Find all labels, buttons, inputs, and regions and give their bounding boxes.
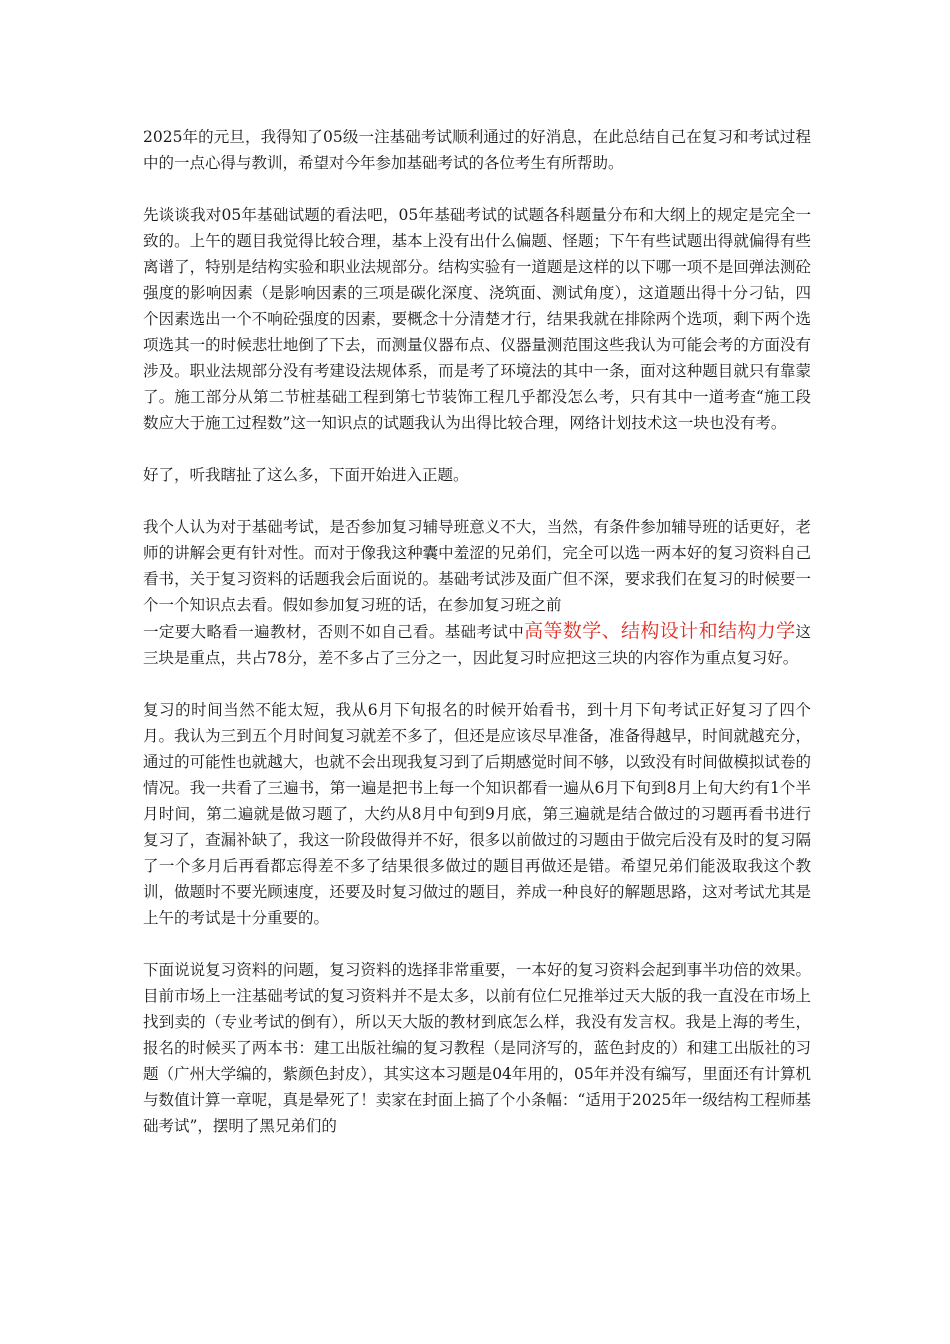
paragraph-materials: 下面说说复习资料的问题，复习资料的选择非常重要，一本好的复习资料会起到事半功倍的效果。目前市场上一注基础考试的复习资料并不是太多，以前有位仁兄推举过天大版的我一直没在市场上找到卖的（专业考试的倒有），所以天大版的教材到底怎么样，我没有发言权。我是上海的考生，报名的时候买了两本书：建工出版社编的复习教程（是同济写的，蓝色封皮的）和建工出版社的习题（广州大学编的，紫颜色封皮），其实这本习题是04年用的，05年并没有编写，里面还有计算机与数值计算一章呢，真是晕死了！卖家在封面上搞了个小条幅：“适用于2025年一级结构工程师基础考试”，摆明了黑兄弟们的: [143, 961, 811, 1135]
highlighted-subjects: 高等数学、结构设计和结构力学: [524, 620, 796, 642]
paragraph-review-class-emphasis: [143, 618, 811, 671]
paragraph-study-time: 复习的时间当然不能太短，我从6月下旬报名的时候开始看书，到十月下旬考试正好复习了四个月。我认为三到五个月时间复习就差不多了，但还是应该尽早准备，准备得越早，时间就越充分，通过的可能性也就越大，也就不会出现我复习到了后期感觉时间不够，以致没有时间做模拟试卷的情况。我一共看了三遍书，第一遍是把书上每一个知识都看一遍从6月下旬到8月上旬大约有1个半月时间，第二遍就是做习题了，大约从8月中旬到9月底，第三遍就是结合做过的习题再看书进行复习了，查漏补缺了，我这一阶段做得并不好，很多以前做过的习题由于做完后没有及时的复习隔了一个多月后再看都忘得差不多了结果很多做过的题目再做还是错。希望兄弟们能汲取我这个教训，做题时不要光顾速度，还要及时复习做过的题目，养成一种良好的解题思路，这对考试尤其是上午的考试是十分重要的。: [143, 701, 811, 927]
paragraph-review-class-text: 我个人认为对于基础考试，是否参加复习辅导班意义不大，当然，有条件参加辅导班的话更好，老师的讲解会更有针对性。而对于像我这种囊中羞涩的兄弟们，完全可以选一两本好的复习资料自己看书，关于复习资料的话题我会后面说的。基础考试涉及面广但不深，要求我们在复习的时候要一个一个知识点去看。假如参加复习班的话，在参加复习班之前: [143, 518, 811, 614]
document-body: [143, 124, 811, 1165]
paragraph-review-class-text-2: 一定要大略看一遍教材，否则不如自己看。基础考试中: [143, 623, 525, 641]
paragraph-review-class: [143, 514, 811, 671]
paragraph-intro: 2025年的元旦，我得知了05级一注基础考试顺利通过的好消息，在此总结自己在复习和考试过程中的一点心得与教训，希望对今年参加基础考试的各位考生有所帮助。: [143, 128, 811, 172]
paragraph-transition: 好了，听我瞎扯了这么多，下面开始进入正题。: [143, 466, 469, 484]
paragraph-exam-review: 先谈谈我对05年基础试题的看法吧，05年基础考试的试题各科题量分布和大纲上的规定是完全一致的。上午的题目我觉得比较合理，基本上没有出什么偏题、怪题；下午有些试题出得就偏得有些离谱了，特别是结构实验和职业法规部分。结构实验有一道题是这样的以下哪一项不是回弹法测砼强度的影响因素（是影响因素的三项是碳化深度、浇筑面、测试角度），这道题出得十分刁钻，四个因素选出一个不响砼强度的因素，要概念十分清楚才行，结果我就在排除两个选项，剩下两个选项选其一的时候悲壮地倒了下去，而测量仪器布点、仪器量测范围这些我认为可能会考的方面没有涉及。职业法规部分没有考建设法规体系，而是考了环境法的其中一条，面对这种题目就只有靠蒙了。施工部分从第二节桩基础工程到第七节装饰工程几乎都没怎么考，只有其中一道考查“施工段数应大于施工过程数”这一知识点的试题我认为出得比较合理，网络计划技术这一块也没有考。: [143, 206, 811, 432]
paragraph-review-class-text-3: 这三块是重点，共占78分，差不多占了三分之一，因此复习时应把这三块的内容作为重点复习好。: [143, 623, 811, 667]
